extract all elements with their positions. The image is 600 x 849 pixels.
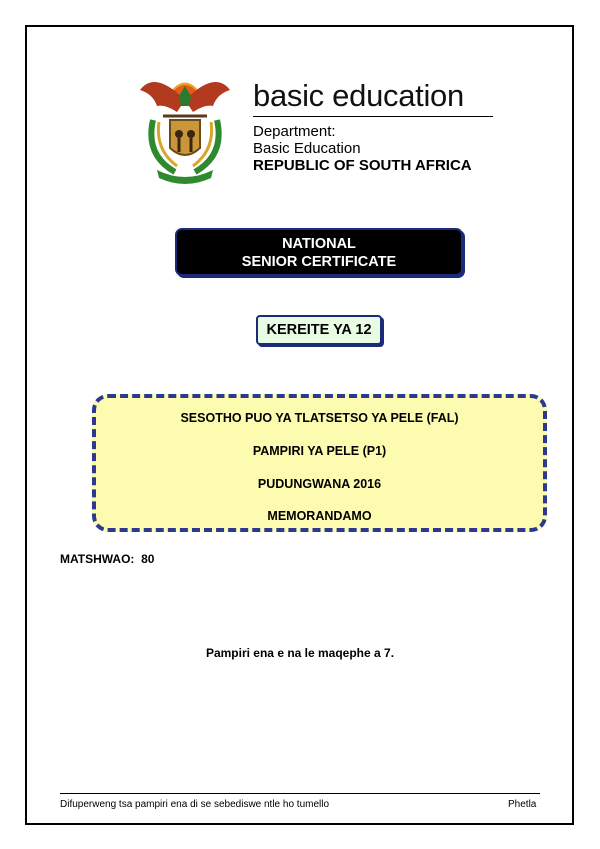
certificate-title-line-2: SENIOR CERTIFICATE	[241, 254, 397, 270]
page-count-note: Pampiri ena e na le maqephe a 7.	[205, 646, 395, 660]
country-name: REPUBLIC OF SOUTH AFRICA	[253, 157, 472, 174]
grade-badge: KEREITE YA 12	[256, 315, 382, 345]
coat-of-arms-icon	[135, 60, 235, 188]
paper-info-box	[92, 394, 547, 532]
copyright-notice: Difuperweng tsa pampiri ena di se sebediswe ntle ho tumello	[60, 799, 330, 810]
paper-subject: SESOTHO PUO YA TLATSETSO YA PELE (FAL)	[180, 411, 459, 425]
paper-type: MEMORANDAMO	[267, 509, 372, 523]
certificate-title-line-1: NATIONAL	[282, 236, 356, 252]
certificate-title-box	[175, 228, 463, 276]
turn-over-label: Phetla	[508, 799, 537, 810]
paper-session: PUDUNGWANA 2016	[257, 477, 382, 491]
department-line-2: Basic Education	[253, 140, 361, 157]
brand-underline	[253, 116, 493, 117]
paper-number: PAMPIRI YA PELE (P1)	[252, 444, 387, 458]
brand-title: basic education	[253, 78, 464, 113]
department-block	[253, 123, 472, 174]
total-marks: MATSHWAO: 80	[60, 552, 155, 566]
department-line-1: Department:	[253, 123, 336, 140]
footer-divider	[60, 793, 540, 794]
